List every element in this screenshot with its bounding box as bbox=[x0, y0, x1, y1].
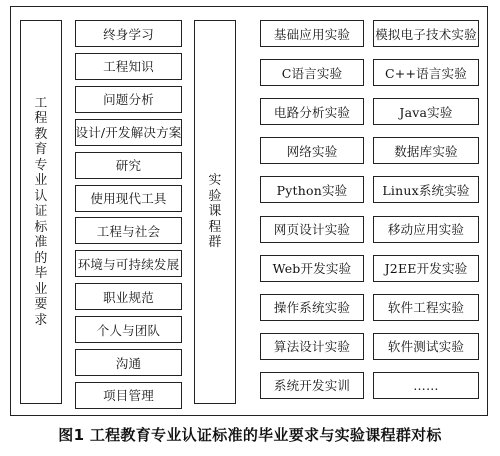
figure-caption: 图1 工程教育专业认证标准的毕业要求与实验课程群对标 bbox=[58, 426, 442, 444]
header-char: 育 bbox=[34, 142, 48, 158]
course-item: 软件工程实验 bbox=[373, 294, 479, 321]
header-char: 认 bbox=[34, 188, 48, 204]
header-char: 业 bbox=[34, 281, 48, 297]
header-char: 要 bbox=[34, 297, 48, 313]
header-char: 标 bbox=[34, 219, 48, 235]
requirement-item: 使用现代工具 bbox=[75, 185, 182, 212]
requirement-item: 职业规范 bbox=[75, 283, 182, 310]
graduation-requirements-header bbox=[20, 20, 62, 404]
course-item: 软件测试实验 bbox=[373, 333, 479, 360]
course-item: 算法设计实验 bbox=[260, 333, 364, 360]
header-char: 准 bbox=[34, 235, 48, 251]
course-item: 移动应用实验 bbox=[373, 216, 479, 243]
course-item: 数据库实验 bbox=[373, 137, 479, 164]
header-char: 教 bbox=[34, 126, 48, 142]
header-char: 证 bbox=[34, 204, 48, 220]
course-item: 系统开发实训 bbox=[260, 372, 364, 399]
header-char: 课 bbox=[208, 204, 222, 220]
requirement-item: 研究 bbox=[75, 152, 182, 179]
header-char: 程 bbox=[208, 219, 222, 235]
requirement-item: 工程与社会 bbox=[75, 217, 182, 244]
course-item: 操作系统实验 bbox=[260, 294, 364, 321]
course-item: Linux系统实验 bbox=[373, 176, 479, 203]
requirement-item: 终身学习 bbox=[75, 20, 182, 47]
course-item: C++语言实验 bbox=[373, 59, 479, 86]
course-item: Web开发实验 bbox=[260, 255, 364, 282]
requirement-item: 项目管理 bbox=[75, 382, 182, 409]
header-char: 验 bbox=[208, 188, 222, 204]
requirement-item: 环境与可持续发展 bbox=[75, 250, 182, 277]
course-item: 模拟电子技术实验 bbox=[373, 20, 479, 47]
header-char: 毕 bbox=[34, 266, 48, 282]
course-item: J2EE开发实验 bbox=[373, 255, 479, 282]
header-char: 业 bbox=[34, 173, 48, 189]
header-char: 实 bbox=[208, 173, 222, 189]
header-char: 专 bbox=[34, 157, 48, 173]
course-item: 网络实验 bbox=[260, 137, 364, 164]
header-char: 的 bbox=[34, 250, 48, 266]
course-item: C语言实验 bbox=[260, 59, 364, 86]
course-group-header bbox=[194, 20, 236, 404]
course-item: …… bbox=[373, 372, 479, 399]
course-item: Python实验 bbox=[260, 176, 364, 203]
header-char: 工 bbox=[34, 95, 48, 111]
requirement-item: 工程知识 bbox=[75, 53, 182, 80]
requirement-item: 沟通 bbox=[75, 349, 182, 376]
course-item: 基础应用实验 bbox=[260, 20, 364, 47]
requirement-item: 问题分析 bbox=[75, 86, 182, 113]
header-char: 求 bbox=[34, 312, 48, 328]
course-item: 电路分析实验 bbox=[260, 98, 364, 125]
course-item: Java实验 bbox=[373, 98, 479, 125]
requirement-item: 个人与团队 bbox=[75, 316, 182, 343]
header-char: 程 bbox=[34, 111, 48, 127]
course-item: 网页设计实验 bbox=[260, 216, 364, 243]
requirement-item: 设计/开发解决方案 bbox=[75, 119, 182, 146]
header-char: 群 bbox=[208, 235, 222, 251]
